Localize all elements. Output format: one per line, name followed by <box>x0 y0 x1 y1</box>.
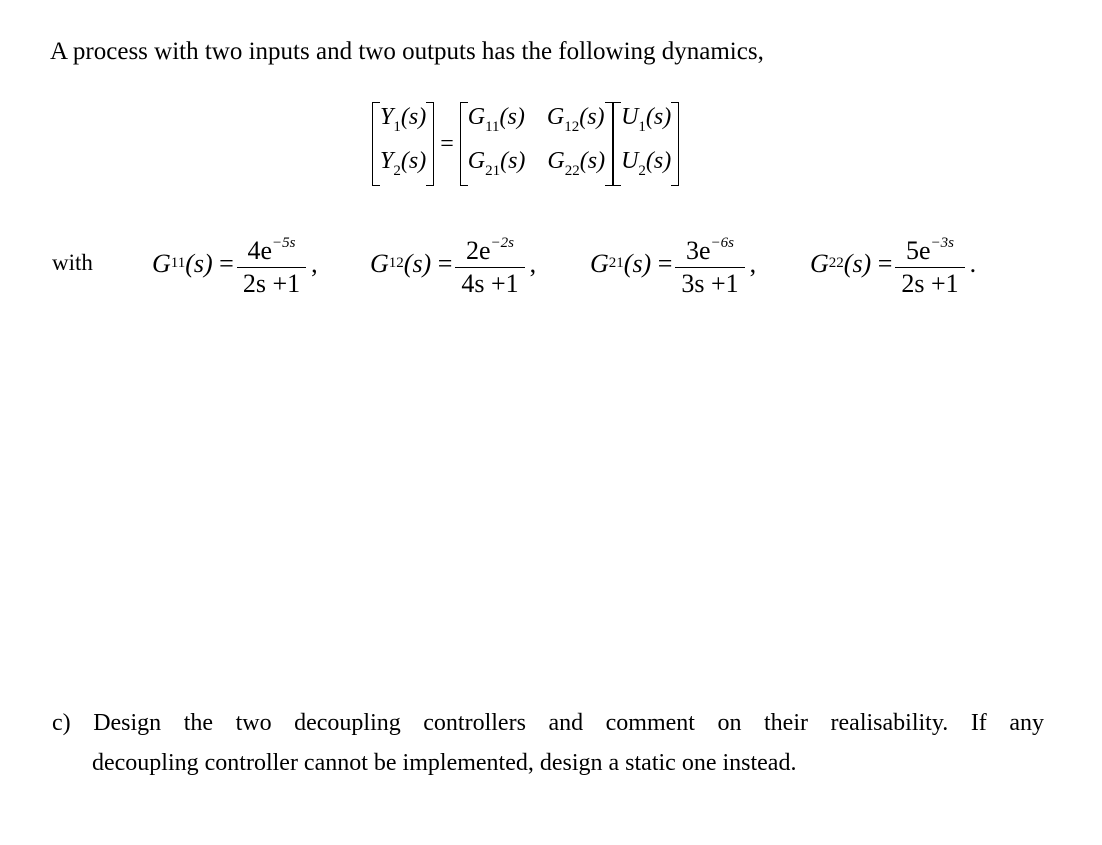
with-label: with <box>52 250 93 275</box>
matrix-g11: $G_{11}(s)$ <box>467 104 525 135</box>
matrix-g21: $G_{21}(s)$ <box>467 148 526 179</box>
question-intro: A process with two inputs and two outputs has the following dynamics, <box>50 38 764 65</box>
transfer-function-g21: G 21 (s) = $\frac{3e^{-6s}}{3s +1}$ , <box>590 235 757 298</box>
matrix-y2: $Y_2(s)$ <box>380 148 427 179</box>
matrix-g22: $G_{22}(s)$ <box>547 148 606 179</box>
matrix-equals-sign: = <box>440 130 454 157</box>
transfer-function-g11: G 11 (s) = $\frac{4e^{-5s}}{2s +1}$ , <box>152 235 318 298</box>
transfer-function-g12: G 12 (s) = $\frac{2e^{-2s}}{4s +1}$ , <box>370 235 537 298</box>
output-vector <box>372 100 434 188</box>
part-c-line-2: decoupling controller cannot be implemented, design a static one instead. <box>92 750 797 776</box>
matrix-equation <box>372 100 679 188</box>
matrix-g12: $G_{12}(s)$ <box>546 104 605 135</box>
part-c-question <box>52 703 1044 783</box>
matrix-y1: $Y_1(s)$ <box>380 104 427 135</box>
matrix-u2: $U_2(s)$ <box>621 148 672 179</box>
part-c-line-1: c) Design the two decoupling controllers and comment on their realisability. If any <box>52 710 1044 736</box>
matrix-u1: $U_1(s)$ <box>621 104 672 135</box>
transfer-function-g22: G 22 (s) = $\frac{5e^{-3s}}{2s +1}$ . <box>810 235 977 298</box>
transfer-matrix <box>460 100 613 188</box>
input-vector <box>613 100 679 188</box>
